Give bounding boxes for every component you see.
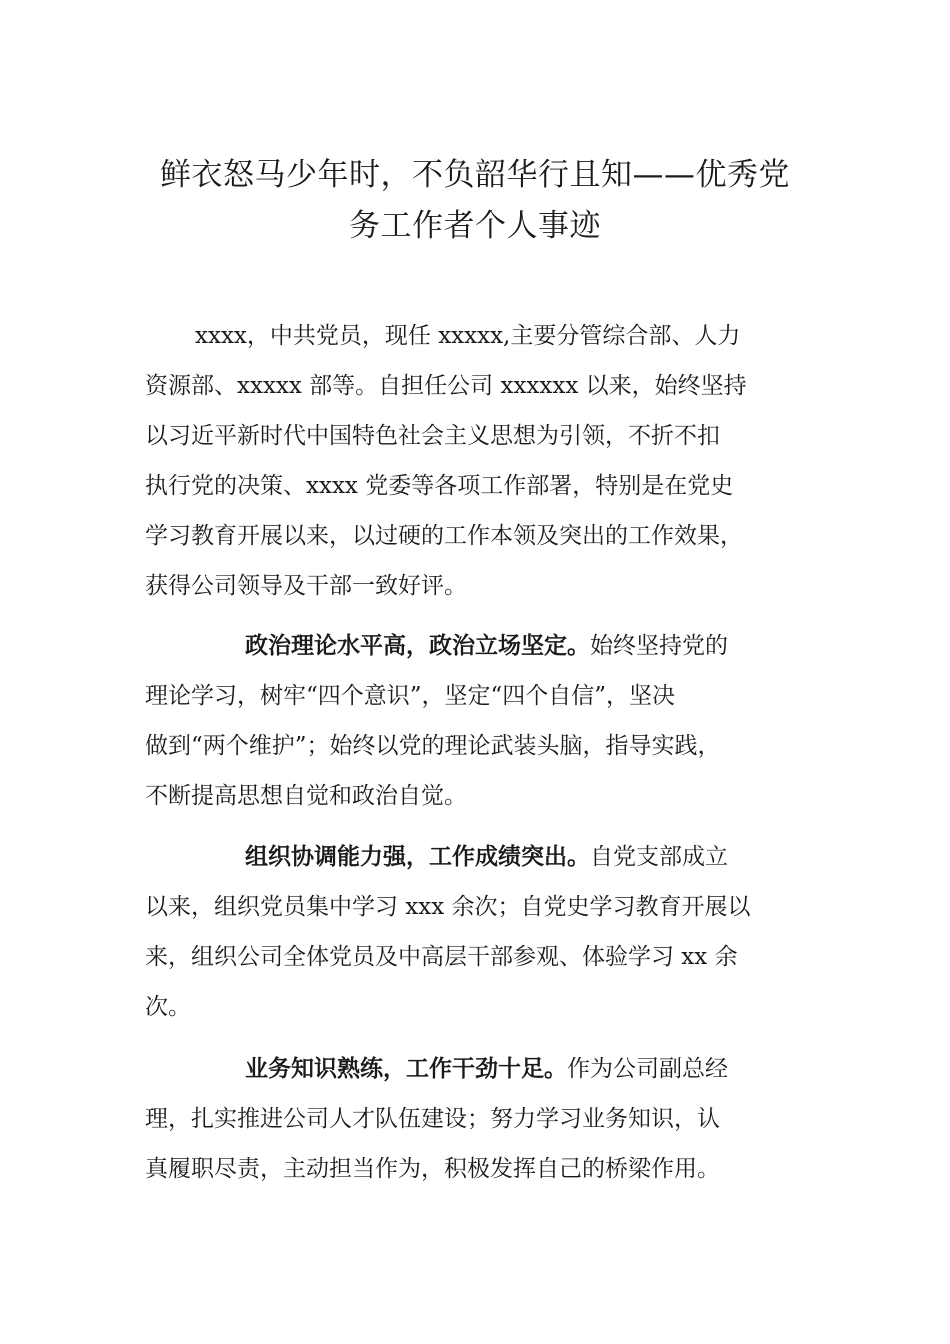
paragraph-line: 获得公司领导及干部一致好评。 [145,573,467,599]
paragraph-political-theory [145,621,805,821]
paragraph-organization [145,832,805,1032]
title-line: 鲜衣怒马少年时，不负韶华行且知——优秀党 [160,157,790,193]
paragraph-line: 组织协调能力强，工作成绩突出。自党支部成立 [245,844,728,870]
paragraph-line: 理，扎实推进公司人才队伍建设；努力学习业务知识，认 [145,1106,720,1132]
paragraph-line: 以习近平新时代中国特色社会主义思想为引领，不折不扣 [145,423,720,449]
paragraph-line: 执行党的决策、xxxx 党委等各项工作部署，特别是在党史 [145,473,734,499]
paragraph-lead-heading: 政治理论水平高，政治立场坚定。 [245,633,590,659]
paragraph-line: 政治理论水平高，政治立场坚定。始终坚持党的 [245,633,728,659]
paragraph-line: 来，组织公司全体党员及中高层干部参观、体验学习 xx 余 [145,944,738,970]
paragraph-line: 理论学习，树牢“四个意识”，坚定“四个自信”，坚决 [145,683,676,709]
document-title [145,150,805,252]
paragraph-intro [145,311,805,611]
paragraph-line: xxxx，中共党员，现任 xxxxx,主要分管综合部、人力 [195,323,741,349]
paragraph-line: 业务知识熟练，工作干劲十足。作为公司副总经 [245,1056,728,1082]
paragraph-line: 真履职尽责，主动担当作为，积极发挥自己的桥梁作用。 [145,1156,720,1182]
paragraph-line: 以来，组织党员集中学习 xxx 余次；自党史学习教育开展以 [145,894,751,920]
paragraph-line: 不断提高思想自觉和政治自觉。 [145,783,467,809]
paragraph-line: 资源部、xxxxx 部等。自担任公司 xxxxxx 以来，始终坚持 [145,373,747,399]
paragraph-line: 做到“两个维护”；始终以党的理论武装头脑，指导实践， [145,733,721,759]
paragraph-lead-heading: 业务知识熟练，工作干劲十足。 [245,1056,567,1082]
paragraph-line: 学习教育开展以来，以过硬的工作本领及突出的工作效果， [145,523,743,549]
paragraph-business-knowledge [145,1044,805,1194]
paragraph-line: 次。 [145,994,191,1020]
title-line: 务工作者个人事迹 [349,208,601,244]
paragraph-lead-heading: 组织协调能力强，工作成绩突出。 [245,844,590,870]
